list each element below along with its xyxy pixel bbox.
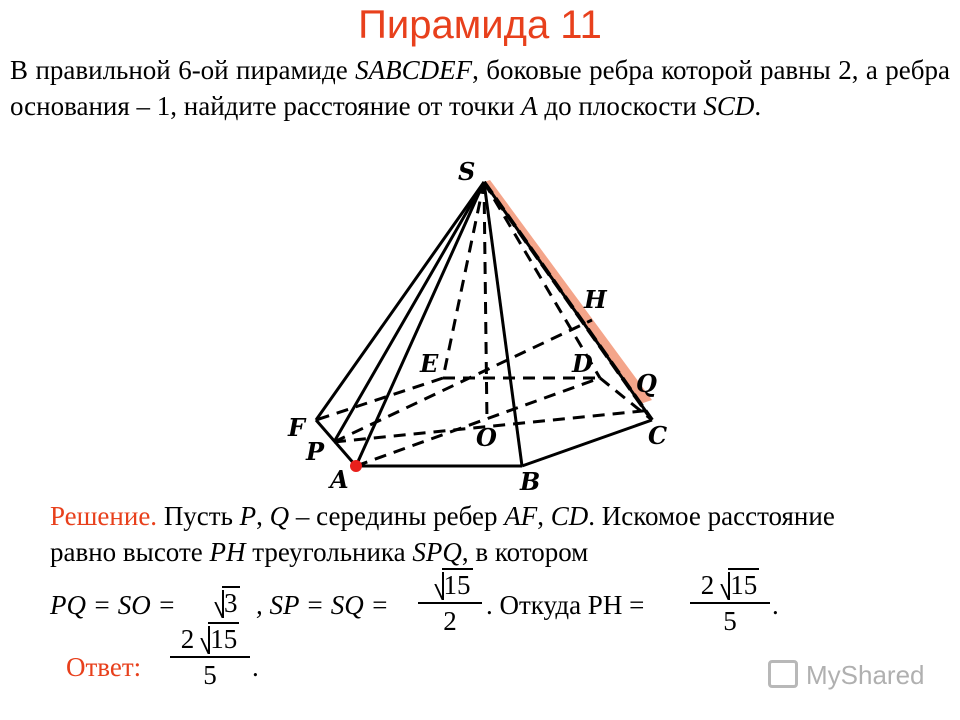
triangle-spq: SPQ <box>412 537 462 567</box>
edge-cd: CD <box>550 501 589 531</box>
myshared-logo <box>768 656 928 696</box>
solution-text-4: треугольника <box>245 537 413 567</box>
answer-denominator: 5 <box>203 660 217 690</box>
equation-pq: PQ = SO = <box>50 590 176 620</box>
equation-sp: , SP = SQ = <box>256 590 389 620</box>
solution-text-3: . Искомое расстояние равно высоте <box>50 501 835 567</box>
point-a-name: A <box>521 91 538 121</box>
plane-name: SCD <box>703 91 755 121</box>
problem-text-2: , боковые ребра которой равны 2, а ребра основания – 1, найдите расстояние от точки <box>10 55 951 121</box>
label-e: E <box>420 349 439 378</box>
sqrt-3 <box>208 588 240 619</box>
equation-end-dot: . <box>772 590 779 620</box>
solution-text <box>50 498 870 570</box>
solution-text-1: Пусть <box>157 501 240 531</box>
label-b: B <box>520 467 541 495</box>
comma-2: , <box>537 501 551 531</box>
label-o: O <box>476 423 497 452</box>
point-q: Q <box>269 501 290 531</box>
label-c: C <box>648 421 668 450</box>
solution-label: Решение. <box>50 501 158 531</box>
logo-icon <box>768 660 798 688</box>
answer-radicand: 15 <box>210 624 238 654</box>
sqrt-3-radicand: 3 <box>224 588 238 618</box>
edge-sc-dashed <box>484 182 652 420</box>
answer-block <box>66 622 366 712</box>
equation-ph: . Откуда PH = <box>486 590 645 620</box>
logo-text: MyShared <box>806 660 925 690</box>
problem-statement <box>10 52 950 124</box>
slide-title: Пирамида 11 <box>358 3 602 47</box>
fraction-1-radicand: 15 <box>443 570 471 600</box>
problem-text-1: В правильной 6-ой пирамиде <box>10 55 356 85</box>
label-d: D <box>572 349 593 378</box>
problem-text-3: до плоскости <box>537 91 704 121</box>
pyramid-figure <box>270 150 690 495</box>
answer-dot: . <box>252 652 259 682</box>
height-ph: PH <box>209 537 246 567</box>
point-p: P <box>239 501 257 531</box>
pyramid-name: SABCDEF <box>355 55 473 85</box>
problem-text-4: . <box>754 91 762 121</box>
comma: , <box>256 501 270 531</box>
label-p: P <box>306 437 325 466</box>
fraction-2-coefficient: 2 <box>700 570 715 600</box>
label-s: S <box>458 157 476 186</box>
fraction-sqrt15-over-2 <box>418 570 482 636</box>
edge-af: AF <box>504 501 538 531</box>
fraction-2-denominator: 5 <box>723 606 737 636</box>
label-f: F <box>288 413 306 442</box>
label-a: A <box>330 465 349 494</box>
point-a-marker <box>350 460 362 472</box>
fraction-2sqrt15-over-5 <box>690 570 770 636</box>
label-q: Q <box>636 369 657 398</box>
label-h: H <box>584 285 607 314</box>
fraction-2-radicand: 15 <box>730 570 758 600</box>
answer-label: Ответ: <box>66 652 142 682</box>
solution-text-2: – середины ребер <box>289 501 505 531</box>
answer-coefficient: 2 <box>180 624 195 654</box>
fraction-1-denominator: 2 <box>443 606 457 636</box>
solution-text-5: , в котором <box>461 537 589 567</box>
answer-fraction <box>170 624 250 690</box>
